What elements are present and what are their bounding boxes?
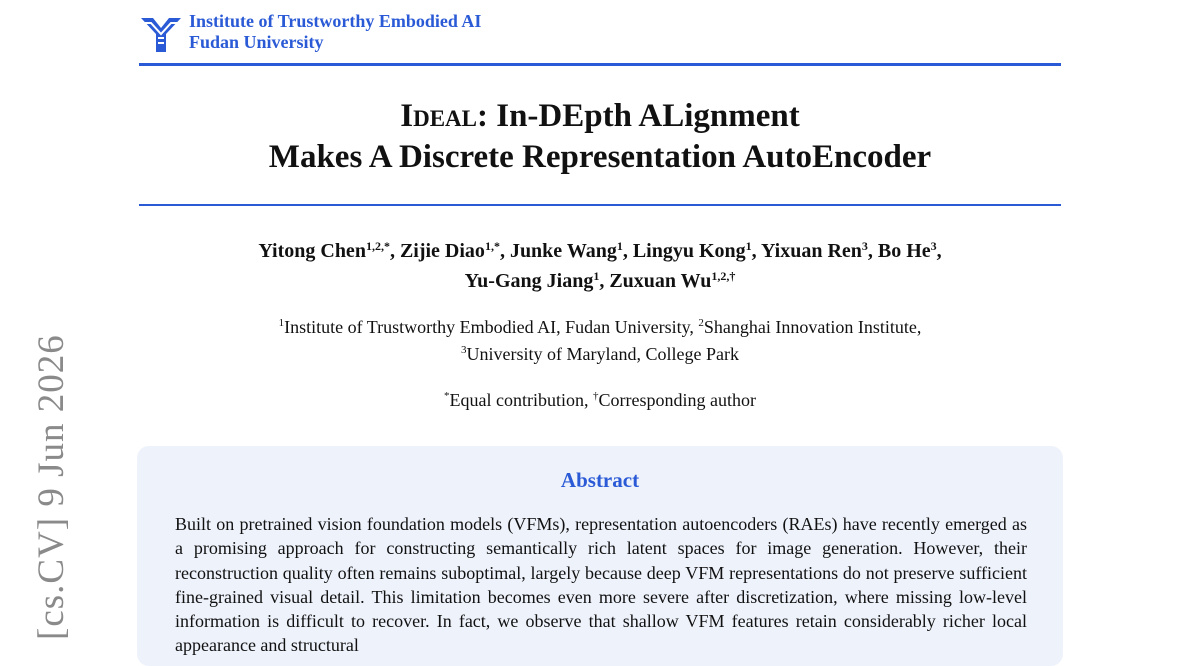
author-notes	[100, 387, 1100, 414]
affil-3: University of Maryland, College Park	[466, 344, 739, 364]
author-mark: 3	[861, 239, 868, 253]
affil-mark: 1	[278, 317, 285, 329]
affil-1: Institute of Trustworthy Embodied AI, Fudan University,	[284, 317, 699, 337]
author-separator: ,	[622, 240, 633, 262]
header-rule	[139, 63, 1061, 66]
author-name: Yixuan Ren	[760, 240, 862, 262]
affiliations	[100, 314, 1100, 368]
author-list	[100, 236, 1100, 296]
author-mark: 1	[616, 239, 623, 253]
title-rule	[139, 204, 1061, 206]
institute-header	[139, 10, 1061, 58]
title-method-name: Ideal	[400, 98, 477, 134]
author-line-2	[100, 266, 1100, 296]
title-line2: Makes A Discrete Representation AutoEncoder	[268, 139, 932, 175]
arxiv-stamp-text: [cs.CV] 9 Jun 2026	[31, 334, 72, 640]
fudan-logo-icon	[139, 14, 183, 54]
author-separator: ,	[751, 240, 761, 262]
author-name: Yu-Gang Jiang	[464, 270, 594, 292]
affil-2: Shanghai Innovation Institute,	[703, 317, 922, 337]
author-name: Lingyu Kong	[632, 240, 746, 262]
author-mark: 1,*	[484, 239, 500, 253]
author-mark: 3	[930, 239, 937, 253]
title-line1-rest: : In-DEpth ALignment	[477, 98, 800, 134]
author-name: Yitong Chen	[258, 240, 366, 262]
corresponding-author-note: Corresponding author	[598, 390, 756, 410]
author-name: Bo He	[877, 240, 931, 262]
author-mark: 1	[593, 269, 600, 283]
author-name: Zijie Diao	[399, 240, 485, 262]
university-name: Fudan University	[189, 32, 324, 52]
abstract-text: Built on pretrained vision foundation models (VFMs), representation autoencoders (RAEs) have recently emerged as a promising approach for constructing semantically rich latent spaces for image generation. However, their reconstruction quality often remains suboptimal, largely because deep VFM representations do not preserve sufficient fine-grained visual detail. This limitation becomes even more severe after discretization, where missing low-level information is difficult to recover. In fact, we observe that shallow VFM features retain considerably richer local appearance and structural	[175, 514, 1027, 656]
abstract-heading: Abstract	[560, 468, 640, 492]
author-separator: ,	[599, 270, 610, 292]
author-separator: ,	[389, 240, 400, 262]
institute-name: Institute of Trustworthy Embodied AI	[189, 11, 482, 31]
corresponding-mark: †	[593, 390, 599, 402]
abstract-box	[137, 446, 1063, 666]
author-name: Junke Wang	[509, 240, 617, 262]
author-mark: 1,2,†	[711, 269, 736, 283]
author-line-1	[100, 236, 1100, 266]
affil-mark: 2	[698, 317, 704, 329]
author-separator: ,	[867, 240, 878, 262]
paper-title	[100, 96, 1100, 178]
author-name: Zuxuan Wu	[609, 270, 712, 292]
author-mark: 1,2,*	[365, 239, 390, 253]
equal-contribution-note: Equal contribution,	[449, 390, 593, 410]
author-mark: 1	[745, 239, 752, 253]
affil-mark: 3	[461, 344, 467, 356]
author-separator: ,	[936, 240, 942, 262]
author-separator: ,	[499, 240, 510, 262]
arxiv-side-stamp	[2, 280, 82, 648]
equal-mark: *	[444, 390, 450, 402]
